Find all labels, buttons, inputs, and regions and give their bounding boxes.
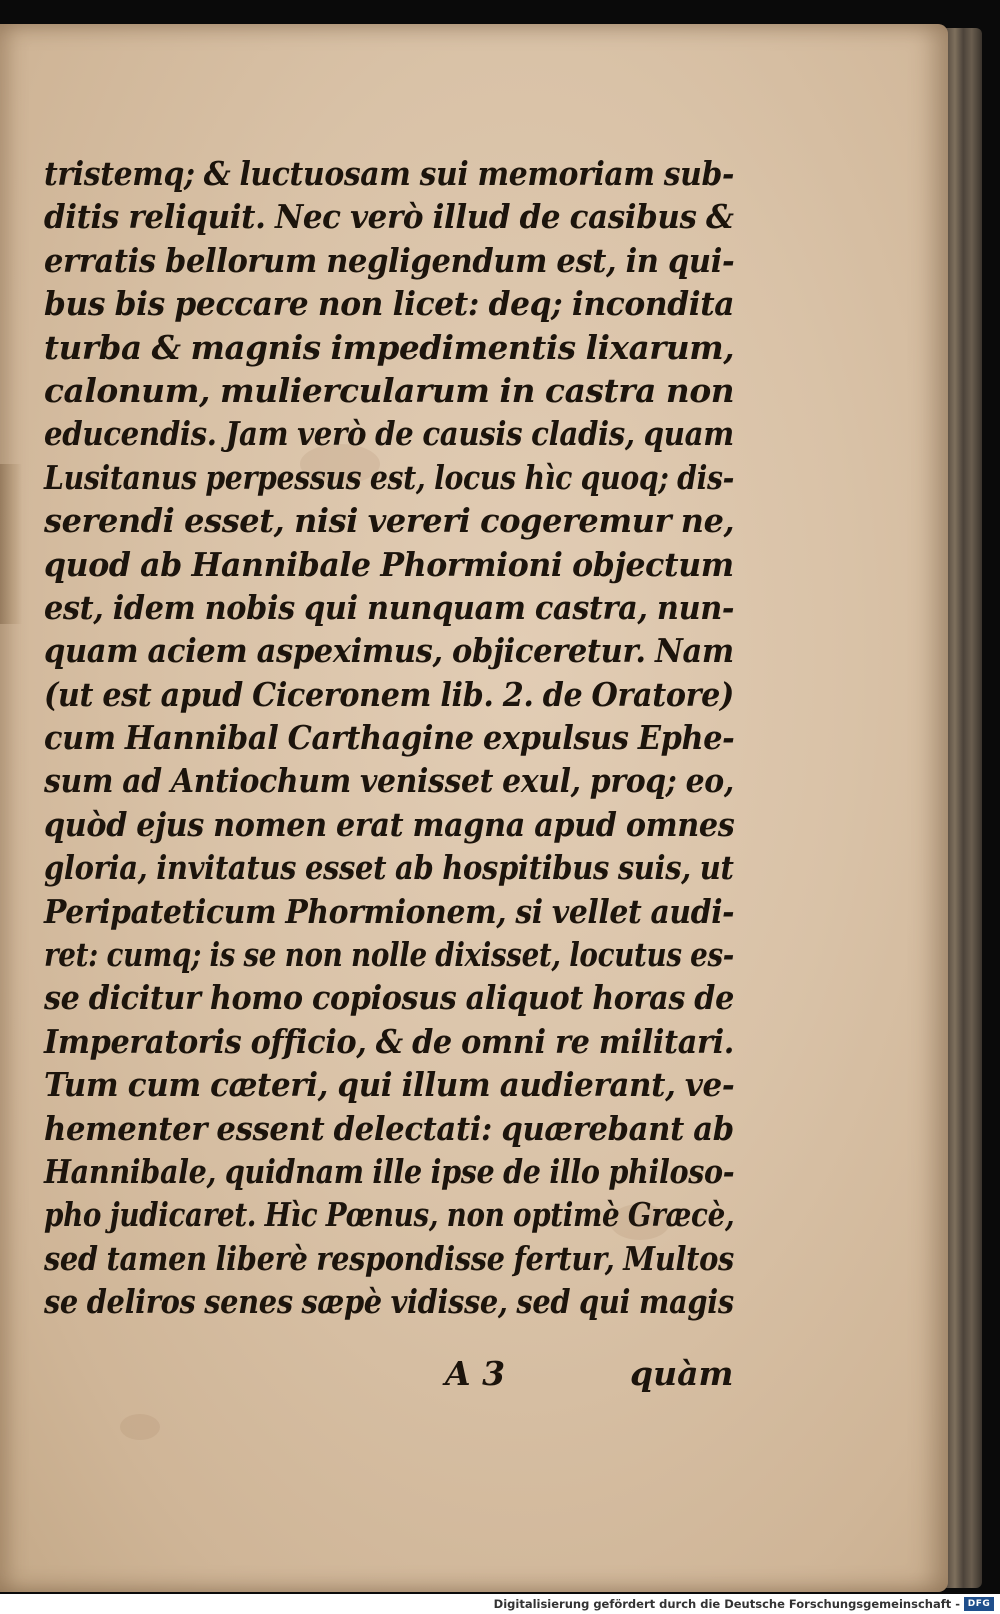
body-text xyxy=(44,152,734,1324)
text-line: se deliros senes sæpè vidisse, sed qui magis xyxy=(44,1282,734,1322)
text-line: pho judicaret. Hìc Pœnus, non optimè Græcè, xyxy=(44,1195,735,1235)
credit-text: Digitalisierung gefördert durch die Deutsche Forschungsgemeinschaft - xyxy=(493,1597,960,1611)
text-line: sed tamen liberè respondisse fertur, Multos xyxy=(44,1238,734,1278)
text-line: erratis bellorum negligendum est, in qui- xyxy=(44,240,735,280)
text-line: sum ad Antiochum venisset exul, proq; eo, xyxy=(44,761,734,801)
text-line: (ut est apud Ciceronem lib. 2. de Oratore) xyxy=(44,674,734,714)
text-line: gloria, invitatus esset ab hospitibus suis, ut xyxy=(44,848,734,888)
text-line: ditis reliquit. Nec verò illud de casibus & xyxy=(44,197,734,237)
text-line: quam aciem aspeximus, objiceretur. Nam xyxy=(44,631,734,671)
text-line: tristemq; & luctuosam sui memoriam sub- xyxy=(44,154,735,193)
foxing-spot xyxy=(120,1414,160,1440)
text-line: calonum, muliercularum in castra non xyxy=(44,370,735,410)
text-line: Lusitanus perpessus est, locus hìc quoq; dis- xyxy=(44,457,735,497)
text-line: bus bis peccare non licet: deq; incondita xyxy=(44,284,735,324)
text-line: Hannibale, quidnam ille ipse de illo philoso- xyxy=(44,1151,735,1191)
text-line: est, idem nobis qui nunquam castra, nun- xyxy=(44,587,735,627)
text-line: hementer essent delectati: quærebant ab xyxy=(44,1108,734,1148)
text-line: ret: cumq; is se non nolle dixisset, locutus es- xyxy=(44,935,735,975)
page-foot xyxy=(40,1354,740,1404)
text-line: se dicitur homo copiosus aliquot horas de xyxy=(44,978,734,1018)
text-line: quòd ejus nomen erat magna apud omnes xyxy=(44,804,735,844)
text-line: quod ab Hannibale Phormioni objectum xyxy=(44,544,734,584)
text-line: cum Hannibal Carthagine expulsus Ephe- xyxy=(44,718,735,758)
signature-mark: A 3 xyxy=(445,1354,506,1393)
text-line: turba & magnis impedimentis lixarum, xyxy=(44,327,735,367)
credit-bar xyxy=(0,1594,1000,1614)
text-line: Imperatoris officio, & de omni re militari. xyxy=(44,1021,735,1061)
catchword: quàm xyxy=(630,1354,734,1393)
text-line: educendis. Jam verò de causis cladis, quam xyxy=(44,414,734,454)
text-line: serendi esset, nisi vereri cogeremur ne, xyxy=(44,501,735,541)
text-line: Tum cum cæteri, qui illum audierant, ve- xyxy=(44,1065,735,1105)
torn-margin xyxy=(0,464,22,624)
dfg-logo: DFG xyxy=(964,1597,994,1611)
book-page xyxy=(0,24,948,1592)
text-line: Peripateticum Phormionem, si vellet audi- xyxy=(44,891,735,931)
